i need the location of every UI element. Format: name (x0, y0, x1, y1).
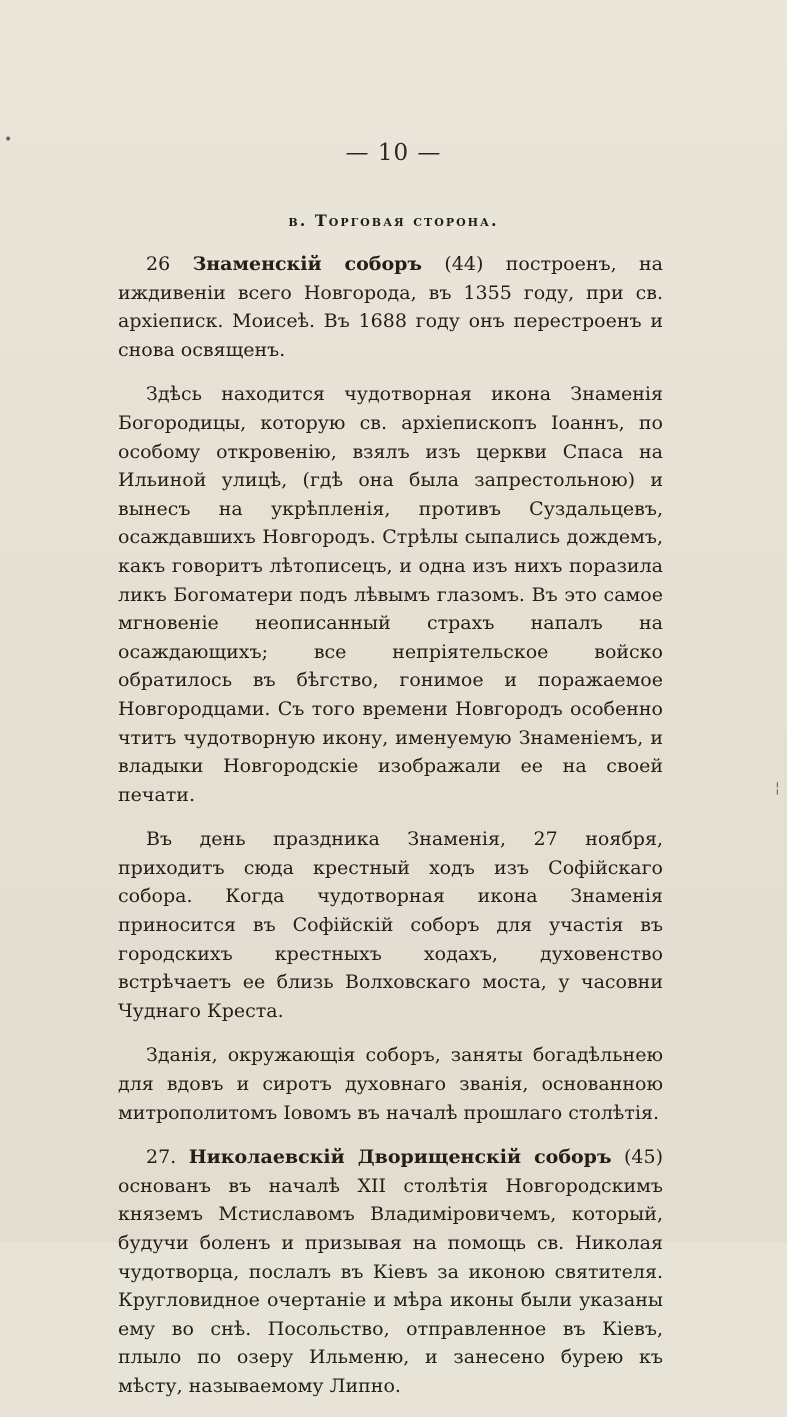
entry-number: 26 (146, 253, 171, 275)
paragraph-almshouse: Зданія, окружающія соборъ, заняты богадѣльнею для вдовъ и сиротъ духовнаго званія, основанною митрополитомъ Іовомъ въ началѣ прошлаго столѣтія. (118, 1044, 663, 1124)
scan-speck: • (4, 132, 13, 148)
section-title: в. Торговая сторона. (288, 211, 499, 230)
paragraph-nikolaevsky-sobor (118, 1143, 663, 1400)
paragraph-icon-story: Здѣсь находится чудотворная икона Знаменія Богородицы, которую св. архіепископъ Іоаннъ, по особому откровенію, взялъ изъ церкви Спаса на Ильиной улицѣ, (гдѣ она была запрестольною) и вынесъ на укрѣпленія, противъ Суздальцевъ, осаждавшихъ Новгородъ. Стрѣлы сыпались дождемъ, какъ говоритъ лѣтописецъ, и одна изъ нихъ поразила ликъ Богоматери подъ лѣвымъ глазомъ. Въ это самое мгновеніе неописанный страхъ напалъ на осаждающихъ; все непріятельское войско обратилось въ бѣгство, гонимое и поражаемое Новгородцами. Съ того времени Новгородъ особенно чтитъ чудотворную икону, именуемую Знаменіемъ, и владыки Новгородскіе изображали ее на своей печати. (118, 383, 663, 806)
paragraph-text: (44) построенъ, на иждивеніи всего Новгорода, въ 1355 году, при св. архіеписк. Моисеѣ. Въ 1688 году онъ перестроенъ и снова освященъ. (118, 253, 663, 361)
entry-name: Знаменскій соборъ (192, 253, 422, 275)
paragraph-procession: Въ день праздника Знаменія, 27 ноября, приходитъ сюда крестный ходъ изъ Софійскаго собора. Когда чудотворная икона Знаменія приносится въ Софійскій соборъ для участія въ городскихъ крестныхъ ходахъ, духовенство встрѣчаетъ ее близь Волховскаго моста, у часовни Чуднаго Креста. (118, 828, 663, 1022)
page-number: — 10 — (345, 140, 442, 166)
entry-number: 27. (146, 1146, 177, 1169)
paragraph-text: (45) основанъ въ началѣ XII столѣтія Новгородскимъ княземъ Мстиславомъ Владиміровичемъ, который, будучи боленъ и призывая на помощь св. Николая чудотворца, послалъ въ Кіевъ за иконою святителя. Кругловидное очертаніе и мѣра иконы были указаны ему во снѣ. Посольство, отправленное въ Кіевъ, плыло по озеру Ильменю, и занесено бурею къ мѣсту, называемому Липно. (118, 1146, 664, 1397)
scan-speck: ¦ (775, 780, 780, 796)
paragraph-znamensky-sobor (118, 250, 663, 364)
entry-name: Николаевскій Дворищенскій соборъ (188, 1146, 612, 1169)
